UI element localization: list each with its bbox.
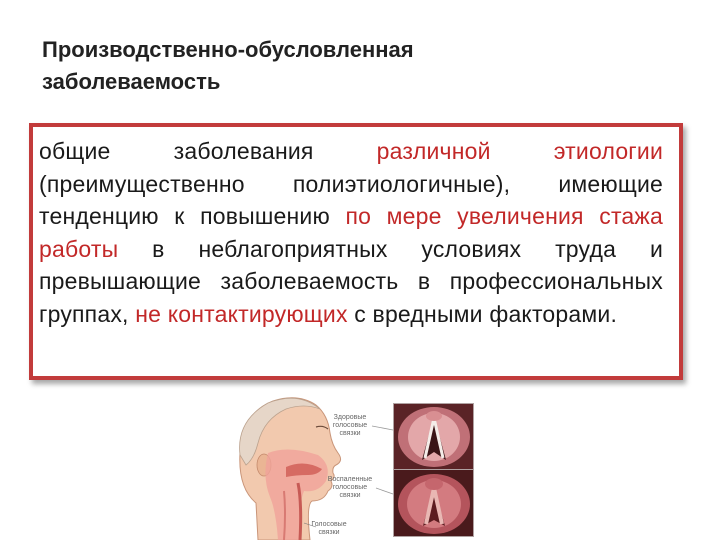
definition-part-2: (преимущественно полиэтиологичные), имеющие тенденцию к повышению <box>39 170 663 229</box>
caption-healthy: Здоровые голосовые связки <box>332 414 368 437</box>
highlight-non-contacting: не контактирующих <box>135 300 348 327</box>
title-line-1: Производственно-обусловленная <box>42 37 414 62</box>
caption-vocal-cords: Голосовые связки <box>311 521 347 536</box>
caption-inflamed: Воспаленные голосовые связки <box>327 476 373 499</box>
definition-part-4: с вредными факторами. <box>347 300 618 327</box>
title-line-2: заболеваемость <box>42 69 221 94</box>
definition-part-1: общие заболевания <box>39 138 377 164</box>
highlight-work-experience: по мере увеличения стажа работы <box>39 203 663 262</box>
definition-part-3: в неблагоприятных условиях труда и превышающие заболеваемость в профессиональных группах, <box>39 235 663 327</box>
highlight-etiology: различной этиологии <box>376 138 663 164</box>
